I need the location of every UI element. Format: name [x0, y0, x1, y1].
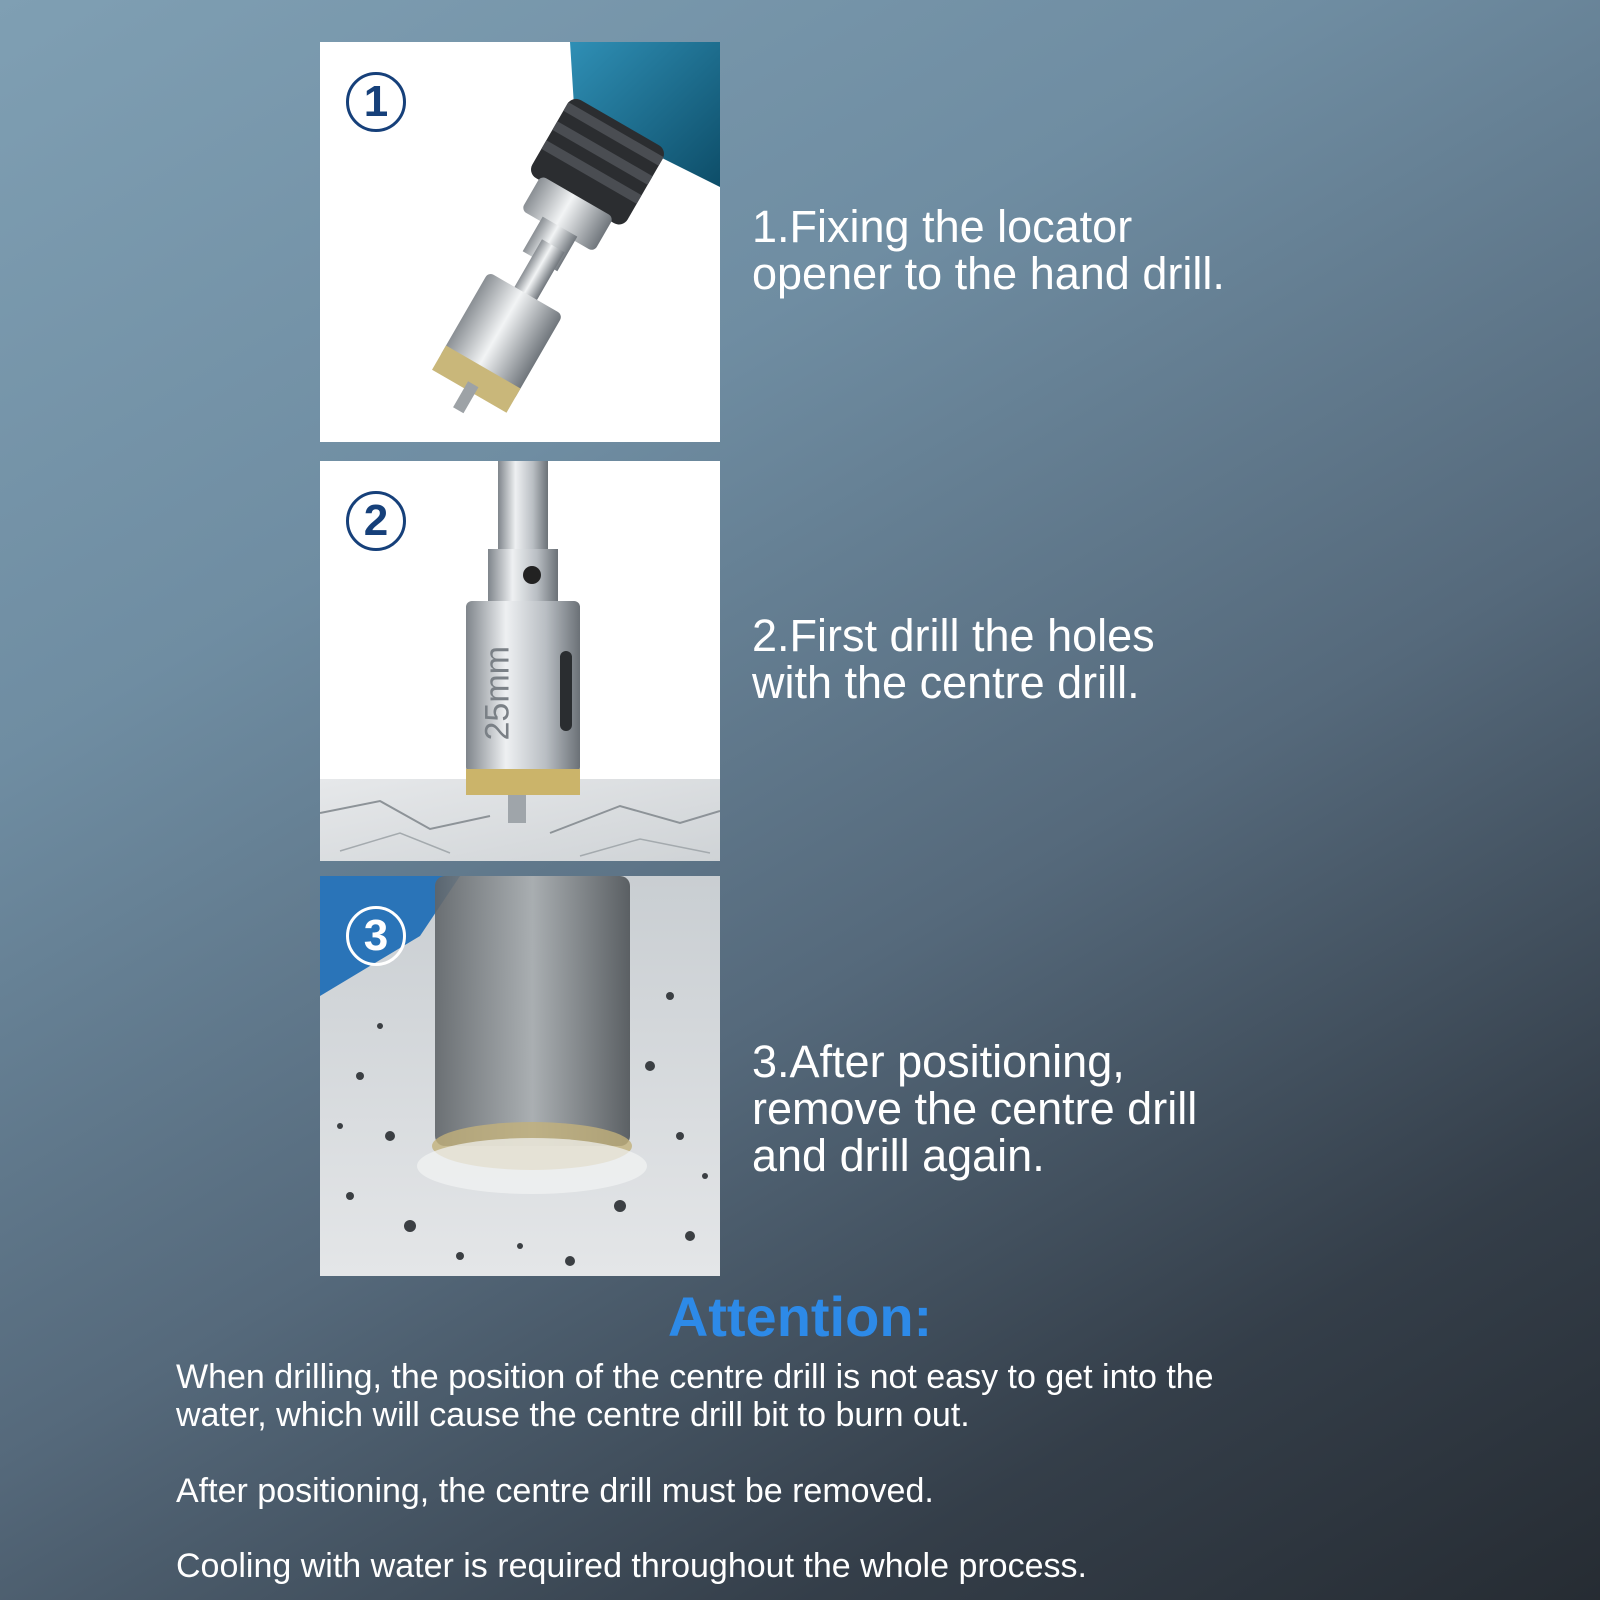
step-3-line-3: and drill again.	[752, 1130, 1045, 1181]
step-1-line-1: 1.Fixing the locator	[752, 201, 1133, 252]
step-2-line-2: with the centre drill.	[752, 657, 1140, 708]
step-2-badge: 2	[346, 491, 406, 551]
step-1-badge: 1	[346, 72, 406, 132]
step-2-line-1: 2.First drill the holes	[752, 610, 1155, 661]
step-3-badge: 3	[346, 906, 406, 966]
step-3-line-1: 3.After positioning,	[752, 1036, 1125, 1087]
step-2-text	[752, 612, 1312, 706]
step-2-image	[320, 461, 720, 861]
size-label: 25mm	[478, 646, 517, 741]
attention-title: Attention:	[667, 1285, 933, 1348]
step-3-text	[752, 1038, 1312, 1179]
attention-note-1-line-1: When drilling, the position of the centre drill is not easy to get into the	[176, 1358, 1214, 1396]
attention-note-1	[176, 1358, 1476, 1434]
step-1-image	[320, 42, 720, 442]
attention-note-1-line-2: water, which will cause the centre drill bit to burn out.	[176, 1396, 970, 1434]
step-1-line-2: opener to the hand drill.	[752, 248, 1225, 299]
step-3-image	[320, 876, 720, 1276]
step-1-text	[752, 203, 1312, 297]
attention-note-3-line-1: Cooling with water is required throughout the whole process.	[176, 1547, 1087, 1585]
attention-note-2-line-1: After positioning, the centre drill must be removed.	[176, 1472, 934, 1510]
attention-note-2	[176, 1472, 1476, 1510]
attention-note-3	[176, 1547, 1476, 1585]
step-3-line-2: remove the centre drill	[752, 1083, 1198, 1134]
